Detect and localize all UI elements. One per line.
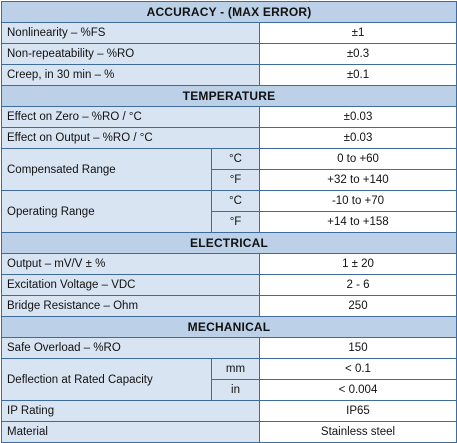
row-value: ±0.03 [260, 128, 457, 149]
row-label: Output – mV/V ± % [2, 254, 260, 275]
row-label: Effect on Output – %RO / °C [2, 128, 260, 149]
table-row [2, 338, 457, 359]
table-row [2, 65, 457, 86]
unit-fahrenheit: °F [212, 170, 260, 191]
table-row [2, 422, 457, 443]
compensated-range-fahrenheit-value: +32 to +140 [260, 170, 457, 191]
table-row [2, 191, 457, 212]
table-row [2, 359, 457, 380]
row-label: Excitation Voltage – VDC [2, 275, 260, 296]
row-label: Creep, in 30 min – % [2, 65, 260, 86]
specifications-table [1, 1, 457, 443]
row-label: Effect on Zero – %RO / °C [2, 107, 260, 128]
row-label: Bridge Resistance – Ohm [2, 296, 260, 317]
table-row [2, 296, 457, 317]
compensated-range-celsius-value: 0 to +60 [260, 149, 457, 170]
row-value: 2 - 6 [260, 275, 457, 296]
operating-range-label: Operating Range [2, 191, 212, 233]
row-value: ±1 [260, 23, 457, 44]
deflection-in-value: < 0.004 [260, 380, 457, 401]
table-row [2, 23, 457, 44]
table-row [2, 44, 457, 65]
table-row [2, 401, 457, 422]
ip-rating-value: IP65 [260, 401, 457, 422]
table-row [2, 254, 457, 275]
operating-range-celsius-value: -10 to +70 [260, 191, 457, 212]
unit-in: in [212, 380, 260, 401]
section-header-row [2, 233, 457, 254]
section-header-row [2, 86, 457, 107]
row-label: Non-repeatability – %RO [2, 44, 260, 65]
operating-range-fahrenheit-value: +14 to +158 [260, 212, 457, 233]
accuracy-section-title: ACCURACY - (MAX ERROR) [2, 2, 457, 23]
row-value: ±0.3 [260, 44, 457, 65]
material-value: Stainless steel [260, 422, 457, 443]
row-value: 250 [260, 296, 457, 317]
deflection-mm-value: < 0.1 [260, 359, 457, 380]
unit-mm: mm [212, 359, 260, 380]
ip-rating-label: IP Rating [2, 401, 260, 422]
unit-celsius: °C [212, 191, 260, 212]
row-label: Nonlinearity – %FS [2, 23, 260, 44]
section-header-row [2, 2, 457, 23]
safe-overload-label: Safe Overload – %RO [2, 338, 260, 359]
compensated-range-label: Compensated Range [2, 149, 212, 191]
deflection-label: Deflection at Rated Capacity [2, 359, 212, 401]
table-row [2, 275, 457, 296]
material-label: Material [2, 422, 260, 443]
table-row [2, 149, 457, 170]
table-row [2, 128, 457, 149]
table-row [2, 107, 457, 128]
section-header-row [2, 317, 457, 338]
unit-celsius: °C [212, 149, 260, 170]
row-value: ±0.03 [260, 107, 457, 128]
row-value: ±0.1 [260, 65, 457, 86]
mechanical-section-title: MECHANICAL [2, 317, 457, 338]
electrical-section-title: ELECTRICAL [2, 233, 457, 254]
temperature-section-title: TEMPERATURE [2, 86, 457, 107]
safe-overload-value: 150 [260, 338, 457, 359]
unit-fahrenheit: °F [212, 212, 260, 233]
row-value: 1 ± 20 [260, 254, 457, 275]
